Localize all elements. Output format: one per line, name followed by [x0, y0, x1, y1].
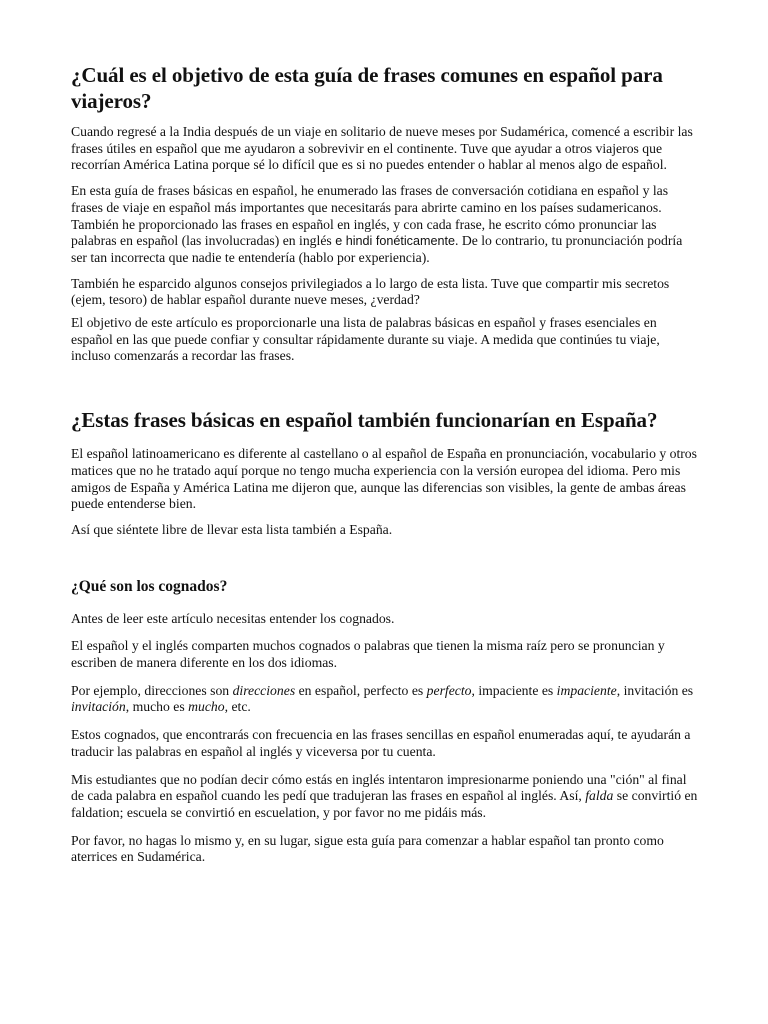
paragraph-text-sans: e hindi fonéticamente — [331, 234, 455, 249]
italic-term: impaciente — [556, 682, 617, 698]
paragraph: El objetivo de este artículo es proporcionarle una lista de palabras básicas en español y frases esenciales en español en las que puede confiar y consultar rápidamente durante su viaje. A medida que continúes tu viaje, incluso comenzarás a recordar las frases. — [71, 315, 660, 364]
paragraph: Cuando regresé a la India después de un viaje en solitario de nueve meses por Sudamérica, comencé a escribir las frases útiles en español que me ayudaron a sobrevivir en el continente. Tuve que ayudar a otros viajeros que recorrían América Latina porque sé lo difícil que es si no puedes entender o hablar al menos algo de español. — [71, 124, 693, 173]
paragraph-text: , mucho es — [125, 699, 189, 715]
italic-term: perfecto — [426, 682, 472, 698]
paragraph: Estos cognados, que encontrarás con frecuencia en las frases sencillas en español enumeradas aquí, te ayudarán a traducir las palabras en español al inglés y viceversa por tu cuenta. — [71, 727, 691, 759]
paragraph-text: se convirtió en faldation; escuela se convirtió en escuelation, y por favor no me pidáis más. — [71, 788, 698, 820]
paragraph-text: Mis estudiantes que no podían decir cómo estás en inglés intentaron impresionarme poniendo una "ción" al final de cada palabra en español cuando les pedí que tradujeran las frases en español al inglés. Así, — [71, 771, 687, 804]
page-content — [71, 62, 701, 866]
paragraph — [71, 683, 701, 716]
paragraph — [71, 772, 701, 822]
paragraph: También he esparcido algunos consejos privilegiados a lo largo de esta lista. Tuve que compartir mis secretos (ejem, tesoro) de hablar español durante nueve meses, ¿verdad? — [71, 275, 670, 308]
heading-guide-objective: ¿Cuál es el objetivo de esta guía de frases comunes en español para viajeros? — [71, 63, 663, 113]
paragraph-text: Por ejemplo, direcciones son — [71, 682, 233, 698]
heading-spain: ¿Estas frases básicas en español también funcionarían en España? — [71, 408, 658, 433]
paragraph-text: en español, perfecto es — [295, 682, 427, 698]
italic-term: direcciones — [232, 682, 296, 698]
paragraph-text: , etc. — [224, 699, 251, 715]
paragraph-text: , invitación es — [616, 682, 694, 698]
paragraph-text: . De lo contrario, tu pronunciación podría ser tan incorrecta que nadie te entendería (hablo por experiencia). — [71, 233, 683, 265]
paragraph: El español latinoamericano es diferente al castellano o al español de España en pronunciación, vocabulario y otros matices que no he tratado aquí porque no tengo mucha experiencia con la versión europea del idioma. Pero mis amigos de España y América Latina me dijeron que, aunque las diferencias son visibles, la gente de ambas áreas puede entenderse bien. — [71, 446, 697, 512]
paragraph — [71, 183, 701, 267]
paragraph: Así que siéntete libre de llevar esta lista también a España. — [71, 521, 393, 537]
paragraph-text: , impaciente es — [471, 682, 557, 698]
italic-term: mucho — [188, 699, 225, 715]
paragraph-text: En esta guía de frases básicas en español, he enumerado las frases de conversación cotidiana en español y las frases de viaje en español más importantes que necesitarás para abrirte camino en los países sudamericanos. También he proporcionado las frases en español en inglés, y con cada frase, he escrito cómo pronunciar las palabras en español (las involucradas) en inglés — [71, 183, 669, 249]
italic-term: falda — [585, 788, 614, 804]
paragraph: El español y el inglés comparten muchos cognados o palabras que tienen la misma raíz pero se pronuncian y escriben de manera diferente en los dos idiomas. — [71, 638, 665, 671]
heading-cognates: ¿Qué son los cognados? — [71, 577, 228, 595]
paragraph: Antes de leer este artículo necesitas entender los cognados. — [71, 610, 395, 626]
paragraph: Por favor, no hagas lo mismo y, en su lugar, sigue esta guía para comenzar a hablar español tan pronto como aterrices en Sudamérica. — [71, 832, 664, 865]
italic-term: invitación — [71, 699, 126, 715]
